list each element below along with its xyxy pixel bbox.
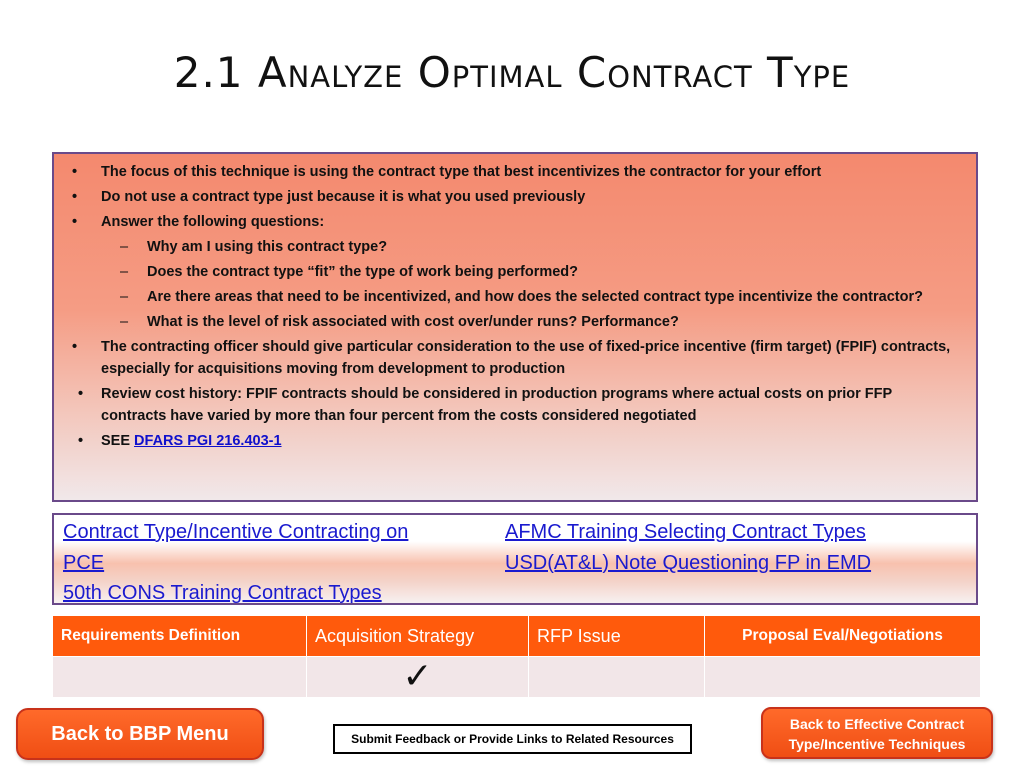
- bullet-list: [68, 161, 956, 452]
- bullet-see: [68, 430, 956, 452]
- bullet-questions: • Answer the following questions:: [68, 211, 956, 233]
- dfars-link[interactable]: DFARS PGI 216.403-1: [134, 433, 282, 449]
- stage-header-row: [53, 616, 981, 657]
- link-contract-type-incentive-pce-line1[interactable]: Contract Type/Incentive Contracting on: [63, 521, 409, 543]
- link-50th-cons-training[interactable]: 50th CONS Training Contract Types: [63, 582, 382, 604]
- bullet-focus: • The focus of this technique is using the contract type that best incentivizes the contractor for your effort: [68, 161, 956, 183]
- question-incentivize: – Are there areas that need to be incentivized, and how does the selected contract type incentivize the contractor?: [68, 286, 956, 308]
- resource-links-box: [52, 513, 978, 605]
- stage-cell-rfp: [529, 657, 705, 698]
- back-to-techniques-line1: Back to Effective Contract: [789, 716, 965, 732]
- stage-cell-requirements: [53, 657, 307, 698]
- question-risk: – What is the level of risk associated with cost over/under runs? Performance?: [68, 311, 956, 333]
- back-to-techniques-button[interactable]: [761, 707, 993, 759]
- question-why: – Why am I using this contract type?: [68, 236, 956, 258]
- stage-proposal-eval: Proposal Eval/Negotiations: [705, 616, 981, 657]
- stage-check-row: [53, 657, 981, 698]
- back-to-techniques-line2: Type/Incentive Techniques: [788, 736, 966, 752]
- stage-requirements-definition: Requirements Definition: [53, 616, 307, 657]
- stage-cell-acquisition-strategy: [307, 657, 529, 698]
- question-fit: – Does the contract type “fit” the type of work being performed?: [68, 261, 956, 283]
- link-usd-atl-note[interactable]: USD(AT&L) Note Questioning FP in EMD: [505, 552, 872, 574]
- submit-feedback-button[interactable]: Submit Feedback or Provide Links to Related Resources: [333, 724, 692, 754]
- back-to-bbp-menu-button[interactable]: Back to BBP Menu: [16, 708, 264, 760]
- stage-rfp-issue: RFP Issue: [529, 616, 705, 657]
- check-mark-icon: ✓: [402, 656, 433, 697]
- link-afmc-training[interactable]: AFMC Training Selecting Contract Types: [505, 521, 866, 543]
- stage-acquisition-strategy: Acquisition Strategy: [307, 616, 529, 657]
- bullet-cost-history: • Review cost history: FPIF contracts should be considered in production programs where actual costs on prior FFP contracts have varied by more than four percent from the costs considered negotiated: [68, 383, 956, 427]
- stage-cell-proposal: [705, 657, 981, 698]
- see-label: SEE: [101, 433, 135, 449]
- link-contract-type-incentive-pce-line2[interactable]: PCE: [63, 552, 105, 574]
- acquisition-stage-table: [52, 615, 981, 698]
- bullet-fpif: • The contracting officer should give particular consideration to the use of fixed-price incentive (firm target) (FPIF) contracts, especially for acquisitions moving from development to production: [68, 336, 956, 380]
- page-title: 2.1 Analyze Optimal Contract Type: [173, 48, 851, 97]
- bullet-previous: • Do not use a contract type just because it is what you used previously: [68, 186, 956, 208]
- technique-details-box: [52, 152, 978, 502]
